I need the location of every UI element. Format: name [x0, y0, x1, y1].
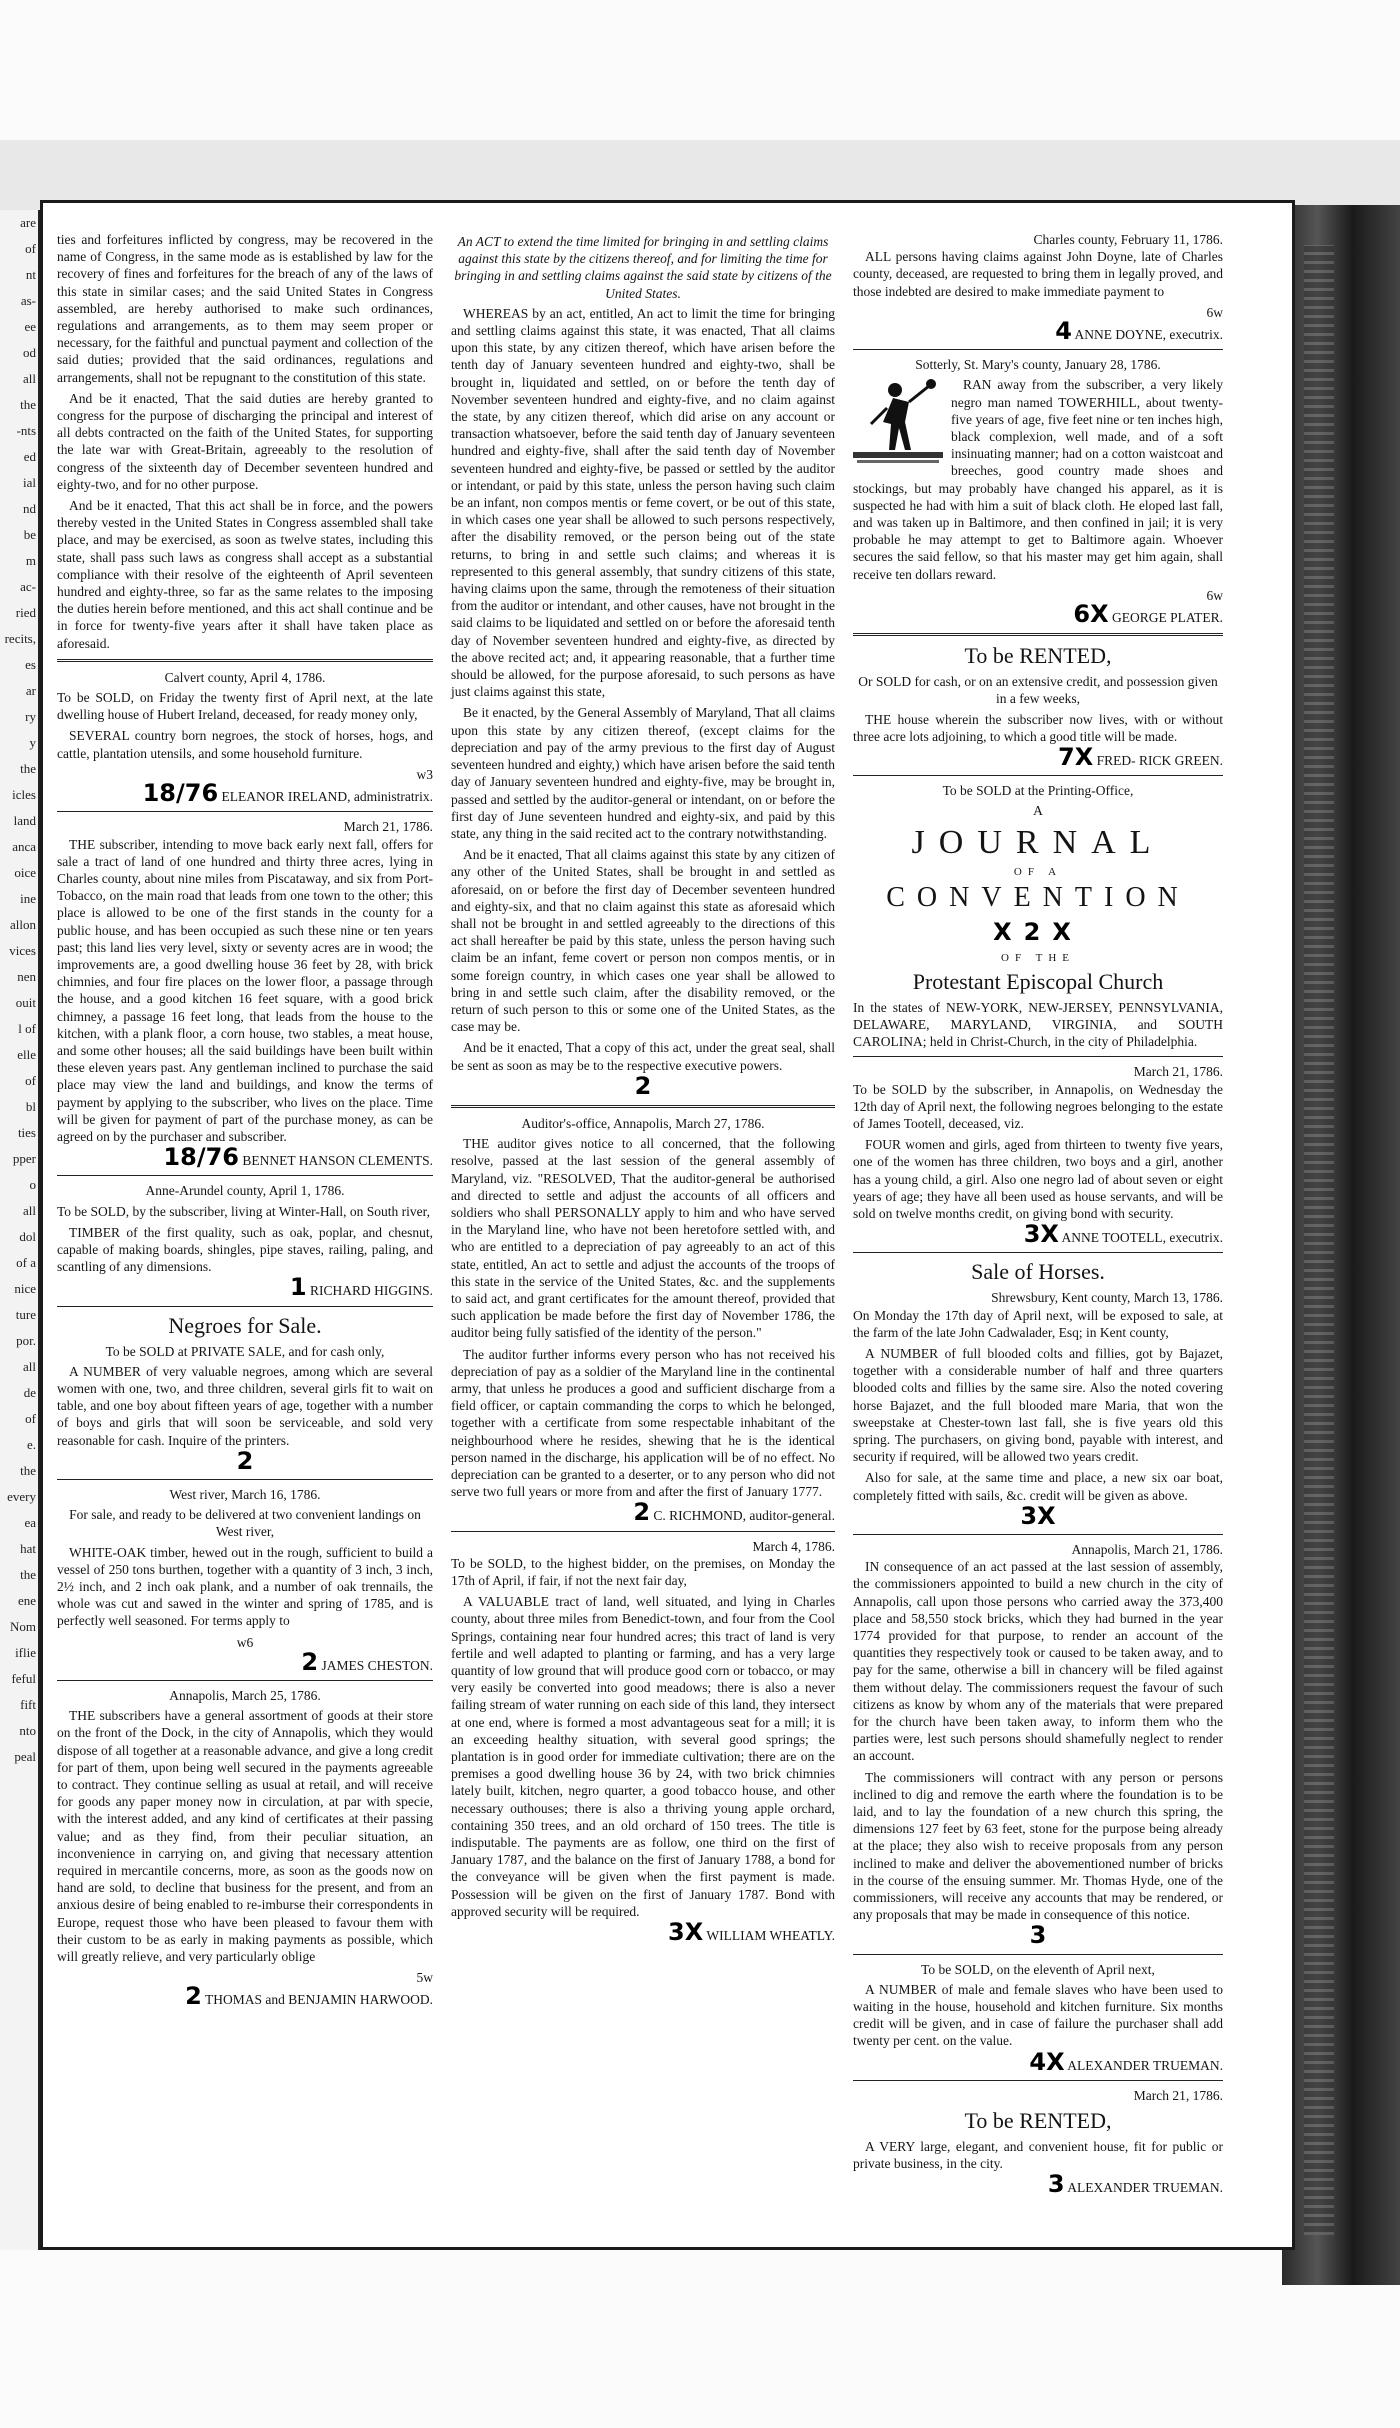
marginal-fragment: the	[20, 397, 36, 412]
divider	[853, 349, 1223, 350]
handwritten-mark: 2	[634, 1071, 652, 1100]
marginal-fragment: nt	[25, 267, 36, 282]
handwritten-mark: 4X	[1029, 2047, 1065, 2076]
ad-code: 6w	[1206, 304, 1223, 320]
ad-place-date: Shrewsbury, Kent county, March 13, 1786.	[991, 1290, 1223, 1306]
marginal-fragment: nen	[17, 969, 36, 984]
ad-body: RAN away from the subscriber, a very likely negro man named TOWERHILL, about twenty-five years of age, five feet nine or ten inches high, black complexion, well made, and of a soft insinuating manner; had on a cotton waistcoat and breeches, good country made shoes and stockings, but may probably have changed his apparel, as it is suspected he had with him a suit of black cloth. He eloped last fall, and was taken up in Baltimore, and then confined in jail; it is very probable he may attempt to get to Baltimore again. Whoever secures the said fellow, so that his master may get him again, shall receive ten dollars reward.	[853, 377, 1223, 582]
column-1	[57, 231, 433, 2013]
ad-signature: 4X ALEXANDER TRUEMAN.	[1029, 2047, 1223, 2076]
marginal-fragment: oice	[14, 865, 36, 880]
handwritten-mark: 3	[1029, 1921, 1047, 1950]
book-description: In the states of NEW-YORK, NEW-JERSEY, PENNSYLVANIA, DELAWARE, MARYLAND, VIRGINIA, and SOUTH CAROLINA; held in Christ-Church, in the city of Philadelphia.	[853, 999, 1223, 1050]
marginal-fragment: iflie	[15, 1645, 36, 1660]
marginal-fragment: the	[20, 1463, 36, 1478]
ad-lead: On Monday the 17th day of April next, will be exposed to sale, at the farm of the late John Cadwalader, Esq; in Kent county,	[853, 1307, 1223, 1340]
marginal-fragment: de	[23, 1385, 36, 1400]
ad-place-date: Auditor's-office, Annapolis, March 27, 1786.	[521, 1115, 765, 1131]
divider	[853, 1954, 1223, 1955]
marginal-fragment: l of	[18, 1021, 36, 1036]
marginal-fragment: es	[25, 657, 36, 672]
act-continuation: ties and forfeitures inflicted by congress, may be recovered in the name of Congress, in the same mode as is established by law for the recovery of fines and forfeitures for the breach of any of the laws of this state in similar cases; and the said United States in Congress assembled, are hereby authorised to make such ordinances, regulations and arrangements, as to them may seem proper or necessary, for the faithful and punctual payment and collection of the said duties; provided that the said ordinances, regulations and arrangements, shall not be repugnant to the constitution of this state.	[57, 232, 433, 385]
book-title-of-a: OF A	[1013, 865, 1063, 878]
ad-place-date: West river, March 16, 1786.	[169, 1487, 321, 1502]
divider	[451, 1531, 835, 1532]
marginal-fragment: dol	[19, 1229, 36, 1244]
marginal-fragment: ine	[20, 891, 36, 906]
act-paragraph: WHEREAS by an act, entitled, An act to limit the time for bringing and settling claims against this state, it was enacted, That all claims upon this state, by any citizen thereof, which have arisen before the tenth day of January seventeen hundred and eighty-two, shall be brought in, liquidated and settled, on or before the tenth day of November seventeen hundred and eighty-five, and no claim against the state, by any citizen thereof, which did arise on any account or transaction whatsoever, before the said tenth day of January seventeen hundred and eighty-five, shall after the said tenth day of November seventeen hundred and eighty-five, be passed or settled by the auditor or intendant, or paid by this state, unless the person having such claim be an infant, non compos mentis or feme covert, or be out of this state, in which cases one year shall be allowed to such persons respectively, after the disability removed, or the person being out of the state returns, to bring in and settle such claims; and whereas it is represented to this general assembly, that sundry citizens of this state, having claims upon the same, through the remoteness of their situation from the auditor or intendant, and other causes, have not brought in the said claims to be liquidated and settled on or before the aforesaid tenth day of November seventeen hundred and eighty-five, as directed by the above recited act; and, it appearing reasonable, that a further time should be allowed, for the purpose aforesaid, to such persons as have just claims against this state,	[451, 305, 835, 700]
marginal-fragment: m	[25, 553, 36, 568]
ad-body: THE subscriber, intending to move back early next fall, offers for sale a tract of land of one hundred and thirty three acres, lying in Charles county, about nine miles from Piscataway, and six from Port-Tobacco, on the main road that leads from one town to the other; this place is allowed to be one of the first stands in the county for a public house, and has been occupied as such these nine or ten years past; this land lies very level, sixty or seventy acres are in wood; the improvements are, a good dwelling house 36 feet by 28, with brick chimnies, and four fire places on the lower floor, a passage through the house, and a good kitchen 16 feet square, with a good brick chimney, a passage 16 feet long, that leads from the house to the kitchen, with a plank floor, a corn house, two stables, a meat house, and some other houses; all the said buildings have been built within these eleven years past. Any gentleman inclined to purchase the said place may view the land and buildings, and know the terms of payment by applying to the subscriber, who lives on the place. Time will be given for payment of part of the purchase money, as can be agreed on by the purchaser and subscriber.	[57, 836, 433, 1144]
marginal-fragment: ried	[15, 605, 36, 620]
marginal-fragment: fift	[20, 1697, 36, 1712]
marginal-fragment: ture	[15, 1307, 36, 1322]
marginal-fragment: nice	[14, 1281, 36, 1296]
ad-lead: To be SOLD by the subscriber, in Annapolis, on Wednesday the 12th day of April next, the following negroes belonging to the estate of James Tootell, deceased, viz.	[853, 1081, 1223, 1131]
marginal-fragment: nto	[19, 1723, 36, 1738]
ad-lead: To be SOLD, on Friday the twenty first of April next, at the late dwelling house of Hubert Ireland, deceased, for ready money only,	[57, 690, 433, 723]
ad-lead: To be SOLD, to the highest bidder, on the premises, on Monday the 17th of April, if fair, if not the next fair day,	[451, 1555, 835, 1589]
ad-lead: To be SOLD, on the eleventh of April next,	[921, 1961, 1155, 1977]
marginal-fragment: -nts	[16, 423, 36, 438]
ad-body: THE house wherein the subscriber now lives, with or without three acre lots adjoining, to which a good title will be made.	[853, 711, 1223, 744]
marginal-fragment: recits,	[4, 631, 36, 646]
marginal-fragment: allon	[10, 917, 36, 932]
marginal-fragment: vices	[9, 943, 36, 958]
divider	[57, 659, 433, 662]
ad-date: March 21, 1786.	[1133, 2087, 1223, 2103]
marginal-fragment: pper	[12, 1151, 36, 1166]
act-paragraph: Be it enacted, by the General Assembly of Maryland, That all claims upon this state by any citizen thereof, (except claims for the depreciation and pay of the army previous to the first day of August seventeen hundred and eighty,) which have arisen before the said tenth day of January seventeen hundred and eighty-five, may be brought in, passed and settled by the auditor-general or intendant, on or before the first day of June seventeen hundred and eighty-six, and paid by this state, any thing in the said recited act to the contrary notwithstanding.	[451, 705, 835, 841]
runaway-figure-icon	[853, 378, 943, 470]
marginal-fragment: ouit	[15, 995, 36, 1010]
ad-signature: 3X WILLIAM WHEATLY.	[668, 1918, 835, 1947]
ad-title: To be RENTED,	[964, 643, 1112, 669]
divider	[853, 1534, 1223, 1535]
ad-lead: To be SOLD, by the subscriber, living at Winter-Hall, on South river,	[57, 1203, 430, 1219]
marginal-fragment: of	[25, 1411, 36, 1426]
ad-code: 5w	[416, 1970, 433, 1986]
marginal-fragment: ties	[17, 1125, 36, 1140]
marginal-fragment: ed	[23, 449, 36, 464]
marginal-fragment: ar	[25, 683, 36, 698]
ad-lead: To be SOLD at the Printing-Office,	[942, 783, 1134, 799]
ad-code: w3	[416, 766, 433, 782]
notice-body: THE auditor gives notice to all concerned, that the following resolve, passed at the last session of the general assembly of Maryland, viz. "RESOLVED, That the auditor-general be authorised and directed to settle and adjust the accounts of all officers and soldiers who shall PERSONALLY apply to him and who have served in the Maryland line, who have not been heretofore settled with, and who are entitled to a depreciation of pay agreeably to an act of this state, entitled, An act to settle and adjust the accounts of the troops of this state in the service of the United States, &c. and the supplements to said act, and grant certificates for the amount thereof, provided that such application be made before the first day of November 1786, the auditor being fully satisfied of the identity of the person."	[451, 1136, 835, 1341]
marginal-fragment: be	[23, 527, 36, 542]
book-spine	[1282, 205, 1400, 2285]
marginal-fragment: as-	[20, 293, 36, 308]
divider	[57, 1306, 433, 1307]
ad-date: March 21, 1786.	[343, 819, 433, 835]
handwritten-mark: 1	[289, 1273, 307, 1302]
ad-place-date: Annapolis, March 25, 1786.	[169, 1688, 321, 1704]
marginal-fragment: ee	[24, 319, 36, 334]
act-paragraph: And be it enacted, That the said duties are hereby granted to congress for the purpose of discharging the principal and interest of all debts contracted on the faith of the United States, for supporting the late war with Great-Britain, agreeably to the resolution of congress of the sixteenth day of December seventeen hundred and eighty-two, and for no other purpose.	[57, 390, 433, 492]
divider	[57, 811, 433, 812]
book-title-convention: CONVENTION X2X	[886, 881, 1190, 946]
ad-body: SEVERAL country born negroes, the stock of horses, hogs, and cattle, plantation utensils, and some household furniture.	[57, 728, 433, 761]
act-paragraph: And be it enacted, That a copy of this act, under the great seal, shall be sent as soon as may be to the respective executive powers.	[451, 1040, 835, 1073]
divider	[853, 2080, 1223, 2081]
newspaper-page	[40, 200, 1295, 2250]
marginal-fragment: Nom	[10, 1619, 36, 1634]
handwritten-mark: 3	[1047, 2170, 1065, 2199]
ad-signature: 18/76 ELEANOR IRELAND, administratrix.	[142, 779, 433, 808]
marginal-fragment: hat	[20, 1541, 36, 1556]
handwritten-mark: 4	[1055, 317, 1072, 346]
divider	[57, 1680, 433, 1681]
handwritten-mark: 7X	[1058, 743, 1094, 772]
ad-signature: 4 ANNE DOYNE, executrix.	[1055, 317, 1223, 346]
notice-body: The auditor further informs every person who has not received his depreciation of pay as a soldier of the Maryland line in the continental army, that unless he produces a good and sufficient discharge from a field officer, or captain commanding the corps to which he belonged, together with a certificate from some respectable inhabitant of the neighbourhood where he resides, shewing that he is the identical person named in the discharge, his application will be of no effect. No depreciation can be granted to a deserter, or to any person who did not serve two full years or more from and after the first of January 1777.	[451, 1346, 835, 1500]
marginal-fragment: y	[29, 735, 36, 750]
marginal-fragment: elle	[17, 1047, 36, 1062]
ad-date: March 21, 1786.	[1133, 1064, 1223, 1080]
marginal-fragment: of a	[16, 1255, 36, 1270]
ad-signature: 3 ALEXANDER TRUEMAN.	[1047, 2170, 1223, 2199]
act-paragraph: And be it enacted, That all claims against this state by any citizen of any other of the United States, shall be brought in and settled as aforesaid, on or before the first day of December seventeen hundred and eighty-six, and that no claim against this state as aforesaid which shall not be brought in and settled agreeably to the directions of this act shall hereafter be paid by this state, unless the person having such claim be an infant, feme covert or person non compos mentis, or in some foreign country, in which cases one year shall be allowed to bring in and settle such claim, after the disability removed, or the return of such person to this or some one of the United States, as the case may be.	[451, 847, 835, 1035]
ad-place-date: Charles county, February 11, 1786.	[1033, 232, 1223, 247]
marginal-fragment: ac-	[20, 579, 36, 594]
ad-lead: Or SOLD for cash, or on an extensive credit, and possession given in a few weeks,	[858, 674, 1218, 707]
ad-signature: 18/76 BENNET HANSON CLEMENTS.	[163, 1143, 433, 1172]
marginal-fragment: feful	[11, 1671, 36, 1686]
ad-body: A NUMBER of male and female slaves who have been used to waiting in the house, household and kitchen furniture. Six months credit will be given, and in case of failure the purchaser shall add twenty per cent. on the value.	[853, 1981, 1223, 2049]
column-2	[451, 231, 835, 1948]
ad-body: A VERY large, elegant, and convenient house, fit for public or private business, in the city.	[853, 2139, 1223, 2172]
divider	[853, 775, 1223, 776]
handwritten-mark: 2	[301, 1647, 319, 1676]
ad-body: FOUR women and girls, aged from thirteen to twenty five years, one of the women has three children, two boys and a girl, another has a young child, a girl. Also one negro lad of about seven or eight years of age; they have all been used as house servants, and will be sold on twelve months credit, on giving bond with security.	[853, 1137, 1223, 1221]
ad-body: A VALUABLE tract of land, well situated, and lying in Charles county, about three miles from Benedict-town, and four from the Cool Springs, containing near four hundred acres; this tract of land is very fertile and well adapted to planting or farming, and has a very large quantity of low ground that will produce good corn or tobacco, or may very easily be converted into good meadows; there is also a never failing stream of water running on each side of this land, they intersect at one end, where is formed a most advantageous seat for a mill; it is an exceeding healthy situation, with several good springs; the plantation is in good order for immediate cultivation; there are on the premises a good dwelling house 36 by 24, with two brick chimnies lately built, kitchen, negro quarter, a good tobacco house, and other necessary outhouses; there is also a thriving young apple orchard, containing 350 trees, and an old orchard of 150 trees. The title is indisputable. The payments are as follow, one third on the first of January 1787, and the balance on the first of January 1788, a bond for the conveyance will be given when the first payment is made. Possession will be given on the first of January 1787. Bond with approved security will be required.	[451, 1594, 835, 1919]
act-title: An ACT to extend the time limited for bringing in and settling claims against this state by the citizens thereof, and for limiting the time for bringing in and settling claims against the said state by citizens of the United States.	[454, 234, 832, 301]
marginal-fragment: the	[20, 761, 36, 776]
marginal-fragment: are	[20, 215, 36, 230]
marginal-fragment: every	[7, 1489, 36, 1504]
handwritten-mark: 2	[185, 1982, 202, 2011]
ad-body: A NUMBER of very valuable negroes, among which are several women with one, two, and three children, several girls fit to wait on table, and one boy about fifteen years of age, together with a number of boys and girls that will soon be serviceable, and sold very reasonable for cash. Inquire of the printers.	[57, 1363, 433, 1448]
ad-body: Also for sale, at the same time and place, a new six oar boat, completely fitted with sails, &c. credit will be given as above.	[853, 1470, 1223, 1503]
book-title-article: A	[1033, 803, 1043, 819]
marginal-fragment: od	[23, 345, 36, 360]
handwritten-mark: 3X	[668, 1918, 704, 1947]
act-paragraph: And be it enacted, That this act shall be in force, and the powers thereby vested in the United States in Congress assembled shall take place, and may be exercised, as soon as twelve states, including this state, shall pass such laws as congress shall accept as a substantial compliance with their resolve of the eighteenth of April seventeen hundred and eighty-three, so far as the same relates to the imposing the duties herein before mentioned, and this act shall continue and be in force for twenty-five years after it shall have taken place as aforesaid.	[57, 498, 433, 651]
ad-title: To be RENTED,	[964, 2108, 1112, 2134]
marginal-fragment: all	[23, 371, 36, 386]
ad-signature: 7X FRED- RICK GREEN.	[1058, 743, 1223, 772]
divider	[57, 1175, 433, 1176]
marginal-fragment: all	[23, 1359, 36, 1374]
ad-date: March 4, 1786.	[752, 1538, 835, 1554]
marginal-fragment: all	[23, 1203, 36, 1218]
ad-place-date: Annapolis, March 21, 1786.	[1071, 1541, 1223, 1557]
column-3	[853, 231, 1223, 2201]
divider	[853, 1252, 1223, 1253]
marginal-fragment: nd	[23, 501, 36, 516]
divider	[451, 1105, 835, 1108]
book-title-of-the: OF THE	[1001, 951, 1075, 964]
marginal-fragment: e.	[26, 1437, 36, 1452]
book-title-journal: JOURNAL	[911, 823, 1165, 861]
marginal-fragment: bl	[25, 1099, 36, 1114]
notice-body: IN consequence of an act passed at the last session of assembly, the commissioners appointed to build a new church in the city of Annapolis, call upon those persons who carried away the 373,400 place and 58,550 stock bricks, which they had burned in the year 1774 provided for that purpose, to render an account of the quantities they respectively took or caused to be taken away, and to pay for the same, otherwise a bill in chancery will be filed against them without delay. The commissioners request the favour of such citizens as know by whom any of the materials that were prepared for the church have been taken away, to inform them who the parties were, lest such persons should shamefully neglect to render an account.	[853, 1559, 1223, 1764]
divider	[57, 1479, 433, 1480]
ad-body: WHITE-OAK timber, hewed out in the rough, sufficient to build a vessel of 250 tons burthen, together with a quantity of 3 inch, 3 inch, 2½ inch, and 2 inch oak plank, and a number of oak trennails, the whole was cut and sawed in the winter and spring of 1785, and is perfectly well seasoned. For terms apply to	[57, 1544, 433, 1629]
ad-place-date: Calvert county, April 4, 1786.	[164, 669, 326, 685]
adjacent-page-edge	[0, 210, 41, 2250]
marginal-fragment: ene	[17, 1593, 36, 1608]
marginal-fragment: ial	[23, 475, 36, 490]
ad-code: w6	[236, 1634, 254, 1650]
ad-body: A NUMBER of full blooded colts and fillies, got by Bajazet, together with a considerable number of half and three quarters blooded colts and fillies by the same sire. Also the noted covering horse Bajazet, and the full blooded mare Maria, that won the sweepstake at Chester-town last fall, she is five years old this spring. The purchasers, on giving bond, payable with interest, and security if required, will be allowed two years credit.	[853, 1345, 1223, 1465]
marginal-fragment: of	[25, 1073, 36, 1088]
marginal-fragment: por.	[16, 1333, 36, 1348]
ad-place-date: Sotterly, St. Mary's county, January 28, 1786.	[915, 357, 1161, 373]
ad-place-date: Anne-Arundel county, April 1, 1786.	[145, 1183, 345, 1199]
marginal-fragment: the	[20, 1567, 36, 1582]
handwritten-mark: 6X	[1073, 600, 1109, 629]
marginal-fragment: peal	[14, 1749, 36, 1764]
marginal-fragment: icles	[12, 787, 36, 802]
handwritten-mark: 3X	[1020, 1501, 1056, 1530]
ad-body: ALL persons having claims against John Doyne, late of Charles county, deceased, are requested to bring them in legally proved, and those indebted are desired to make immediate payment to	[853, 249, 1223, 299]
divider	[853, 1056, 1223, 1057]
marginal-fragment: land	[13, 813, 36, 828]
handwritten-mark: X2X	[993, 917, 1083, 946]
ad-lead: For sale, and ready to be delivered at two convenient landings on West river,	[69, 1507, 421, 1540]
ad-signature: 2 JAMES CHESTON.	[301, 1647, 433, 1676]
marginal-fragment: of	[25, 241, 36, 256]
handwritten-mark: 2	[633, 1498, 651, 1527]
divider	[853, 633, 1223, 636]
ad-body: TIMBER of the first quality, such as oak, poplar, and chesnut, capable of making boards, shingles, pipe staves, railing, paling, and scantling of any dimensions.	[57, 1224, 433, 1275]
ad-signature: 2 THOMAS and BENJAMIN HARWOOD.	[185, 1982, 433, 2011]
notice-signature: 2 C. RICHMOND, auditor-general.	[633, 1498, 835, 1527]
marginal-fragment: anca	[12, 839, 36, 854]
notice-body: The commissioners will contract with any person or persons inclined to dig and remove the earth where the foundation is to be laid, and to lay the foundation of a new church this spring, the dimensions 127 feet by 63 feet, stone for the purpose being already at the place; they also wish to receive proposals from any person inclined to make and deliver the abovementioned number of bricks in the course of the ensuing summer. Mr. Thomas Hyde, one of the commissioners, will receive any accounts that may be rendered, or any proposals that may be made in consequence of this notice.	[853, 1769, 1223, 1923]
marginal-fragment: o	[29, 1177, 36, 1192]
ad-signature: 1 RICHARD HIGGINS.	[289, 1273, 433, 1302]
ad-code: 6w	[1206, 587, 1223, 603]
ad-title: Negroes for Sale.	[168, 1312, 322, 1338]
marginal-fragment: ea	[24, 1515, 36, 1530]
ad-title: Sale of Horses.	[971, 1259, 1105, 1285]
ad-signature: 6X GEORGE PLATER.	[1073, 600, 1223, 629]
ad-body: THE subscribers have a general assortment of goods at their store on the front of the Dock, in the city of Annapolis, which they would dispose of all together at a reasonable advance, and give a long credit for part of them, upon being well secured in the payments agreeable to contract. They continue selling as usual at retail, and will receive for goods any paper money now in circulation, at par with specie, with the interest added, and any kind of certificates at their passing value; and as they find, from their peculiar situation, an inconvenience in carrying on, and giving that necessary attention required in mercantile concerns, more, as soon as the goods now on hand are sold, to decline that business for the present, and from an anxious desire of being enabled to re-imburse their correspondents in Europe, request those who have been pleased to favour them with their custom to be as early in making payments as possible, which will greatly relieve, and very particularly oblige	[57, 1708, 433, 1965]
handwritten-mark: 18/76	[163, 1143, 239, 1172]
marginal-fragment: ry	[25, 709, 36, 724]
handwritten-mark: 2	[236, 1446, 254, 1475]
ad-signature: 3X ANNE TOOTELL, executrix.	[1023, 1220, 1223, 1249]
book-title-church: Protestant Episcopal Church	[912, 968, 1164, 994]
handwritten-mark: 3X	[1023, 1220, 1059, 1249]
handwritten-mark: 18/76	[142, 779, 219, 808]
ad-lead: To be SOLD at PRIVATE SALE, and for cash only,	[105, 1343, 385, 1359]
